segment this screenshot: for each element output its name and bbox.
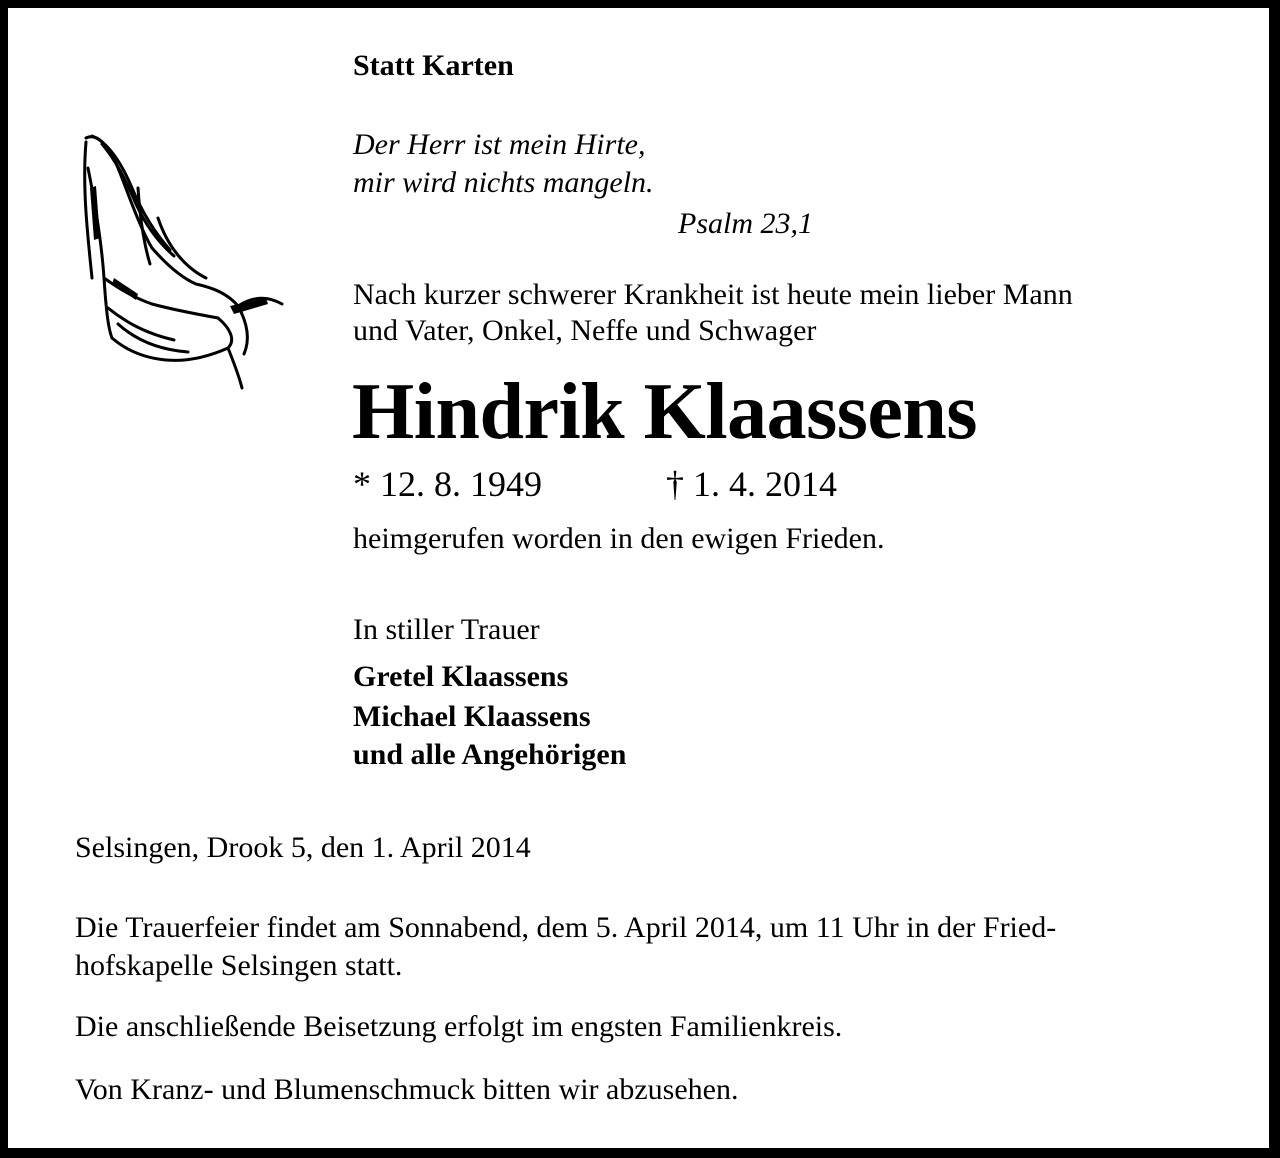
verse-line-1: Der Herr ist mein Hirte,: [353, 128, 646, 161]
mourner-name: Gretel Klaassens: [353, 660, 569, 693]
funeral-line-1: Die Trauerfeier findet am Sonnabend, dem 5. April 2014, um 11 Uhr in der Fried-: [75, 911, 1057, 944]
burial-text: Die anschließende Beisetzung erfolgt im engsten Familienkreis.: [75, 1010, 843, 1043]
praying-hands-icon: [78, 128, 286, 390]
mourner-name: und alle Angehörigen: [353, 738, 627, 771]
verse-line-2: mir wird nichts mangeln.: [353, 166, 654, 199]
passing-text: heimgerufen worden in den ewigen Frieden.: [353, 522, 885, 555]
intro-line-1: Nach kurzer schwerer Krankheit ist heute mein lieber Mann: [353, 278, 1073, 311]
flowers-text: Von Kranz- und Blumenschmuck bitten wir abzusehen.: [75, 1073, 739, 1106]
verse-reference: Psalm 23,1: [678, 207, 813, 240]
header-text: Statt Karten: [353, 49, 514, 82]
deceased-name: Hindrik Klaassens: [352, 368, 978, 456]
mourner-name: Michael Klaassens: [353, 700, 591, 733]
funeral-line-2: hofskapelle Selsingen statt.: [75, 949, 403, 982]
intro-line-2: und Vater, Onkel, Neffe und Schwager: [353, 314, 817, 347]
place-date: Selsingen, Drook 5, den 1. April 2014: [75, 831, 531, 864]
death-date: † 1. 4. 2014: [666, 464, 837, 504]
mourning-label: In stiller Trauer: [353, 613, 540, 646]
birth-date: * 12. 8. 1949: [353, 464, 542, 504]
